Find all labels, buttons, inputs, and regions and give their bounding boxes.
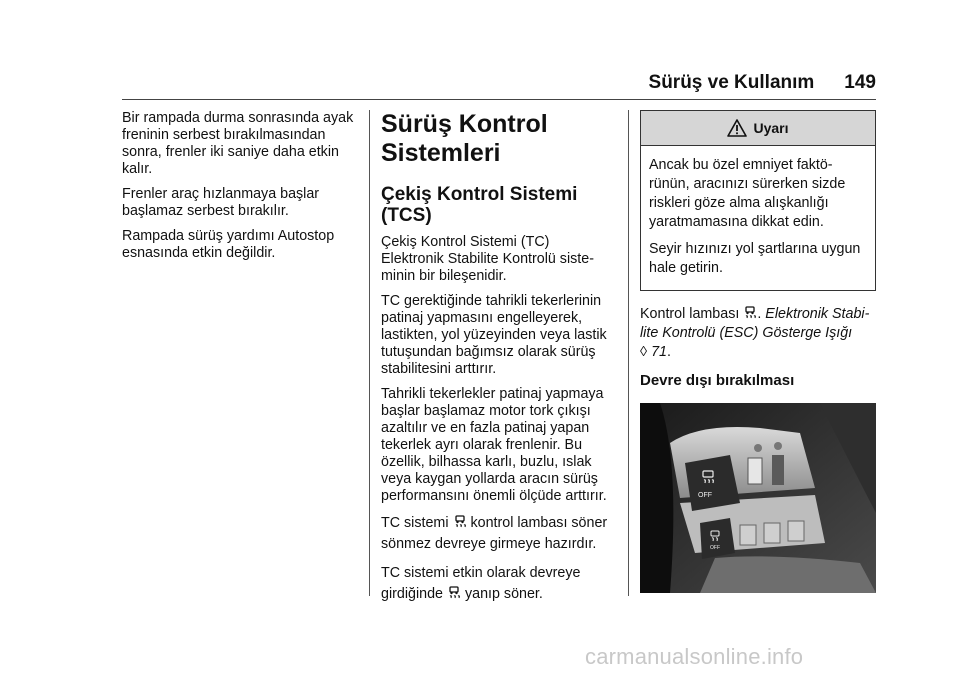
- dashboard-switch-photo: [640, 403, 876, 593]
- paragraph: Frenler araç hızlanmaya başlar başlamaz serbest bırakılır.: [122, 186, 320, 219]
- warning-body: [641, 146, 875, 290]
- paragraph: [381, 513, 611, 555]
- warning-title: Uyarı: [753, 119, 789, 136]
- column-left: [122, 110, 360, 270]
- header-title: Sürüş ve Kullanım: [648, 72, 815, 93]
- header-rule: [122, 99, 876, 100]
- page-ref-arrow: ◊: [640, 344, 648, 360]
- section-heading: Sürüş Kontrol Sistemleri: [381, 110, 548, 167]
- subsection-heading: Çekiş Kontrol Sistemi (TCS): [381, 184, 578, 226]
- paragraph: Tahrikli tekerlekler patinaj yapmaya başlar başlamaz motor tork çıkışı azaltılır ve en fazla patinaj yapan tekerlek ayrı olarak frenlenir. Bu özellik, bilhassa karlı, buzlu, ıslak veya kaygan yollarda aracın sürüş performansını önemli ölçüde arttırır.: [381, 386, 607, 504]
- page-header: [649, 72, 876, 94]
- text: yanıp söner.: [464, 586, 543, 602]
- paragraph: Seyir hızınızı yol şartlarına uygun hale getirin.: [649, 241, 861, 276]
- off-label: OFF: [698, 492, 712, 499]
- warning-triangle-icon: [727, 119, 747, 137]
- paragraph: Ancak bu özel emniyet faktö-rünün, aracınızı sürerken sizde riskleri göze alma alışkanlığı yaratmamasına dikkat edin.: [649, 157, 846, 230]
- traction-control-icon: [448, 586, 460, 600]
- traction-control-icon: [744, 306, 756, 320]
- paragraph: Çekiş Kontrol Sistemi (TC) Elektronik Stabilite Kontrolü siste-minin bir bileşenidir.: [381, 234, 594, 284]
- paragraph: TC gerektiğinde tahrikli tekerlerinin patinaj yapmasını engelleyerek, lastikten, yol yüzeyinden veya lastik tutuşundan bağımsız olarak sürüş stabilitesini arttırır.: [381, 293, 607, 377]
- column-divider: [628, 110, 629, 596]
- warning-box: [640, 110, 876, 291]
- warning-header: [641, 111, 875, 146]
- text: TC sistemi: [381, 515, 449, 531]
- watermark: carmanualsonline.info: [585, 644, 804, 669]
- cross-reference[interactable]: Elektronik Stabi-lite Kontrolü (ESC) Gösterge Işığı: [640, 306, 870, 341]
- page-number: 149: [844, 72, 876, 93]
- column-right: [640, 110, 876, 593]
- paragraph: Rampada sürüş yardımı Autostop esnasında etkin değildir.: [122, 228, 335, 261]
- text: TC sistemi etkin olarak devreye girdiğinde: [381, 565, 581, 602]
- text: kontrol lambası söner sönmez devreye girmeye hazırdır.: [381, 515, 608, 552]
- text: .: [666, 344, 671, 360]
- traction-control-icon: [454, 515, 466, 529]
- subsection-heading: Devre dışı bırakılması: [640, 372, 795, 389]
- column-divider: [369, 110, 370, 596]
- page-ref[interactable]: 71: [651, 344, 667, 360]
- column-middle: [381, 110, 611, 613]
- paragraph: Kontrol lambası . Elektronik Stabi-lite Kontrolü (ESC) Gösterge Işığı ◊ 71.: [640, 306, 870, 360]
- text: Kontrol lambası: [640, 306, 740, 322]
- paragraph: Bir rampada durma sonrasında ayak freninin serbest bırakılmasından sonra, frenler iki saniye daha etkin kalır.: [122, 110, 354, 177]
- paragraph: [381, 563, 611, 605]
- off-label-small: OFF: [710, 545, 720, 551]
